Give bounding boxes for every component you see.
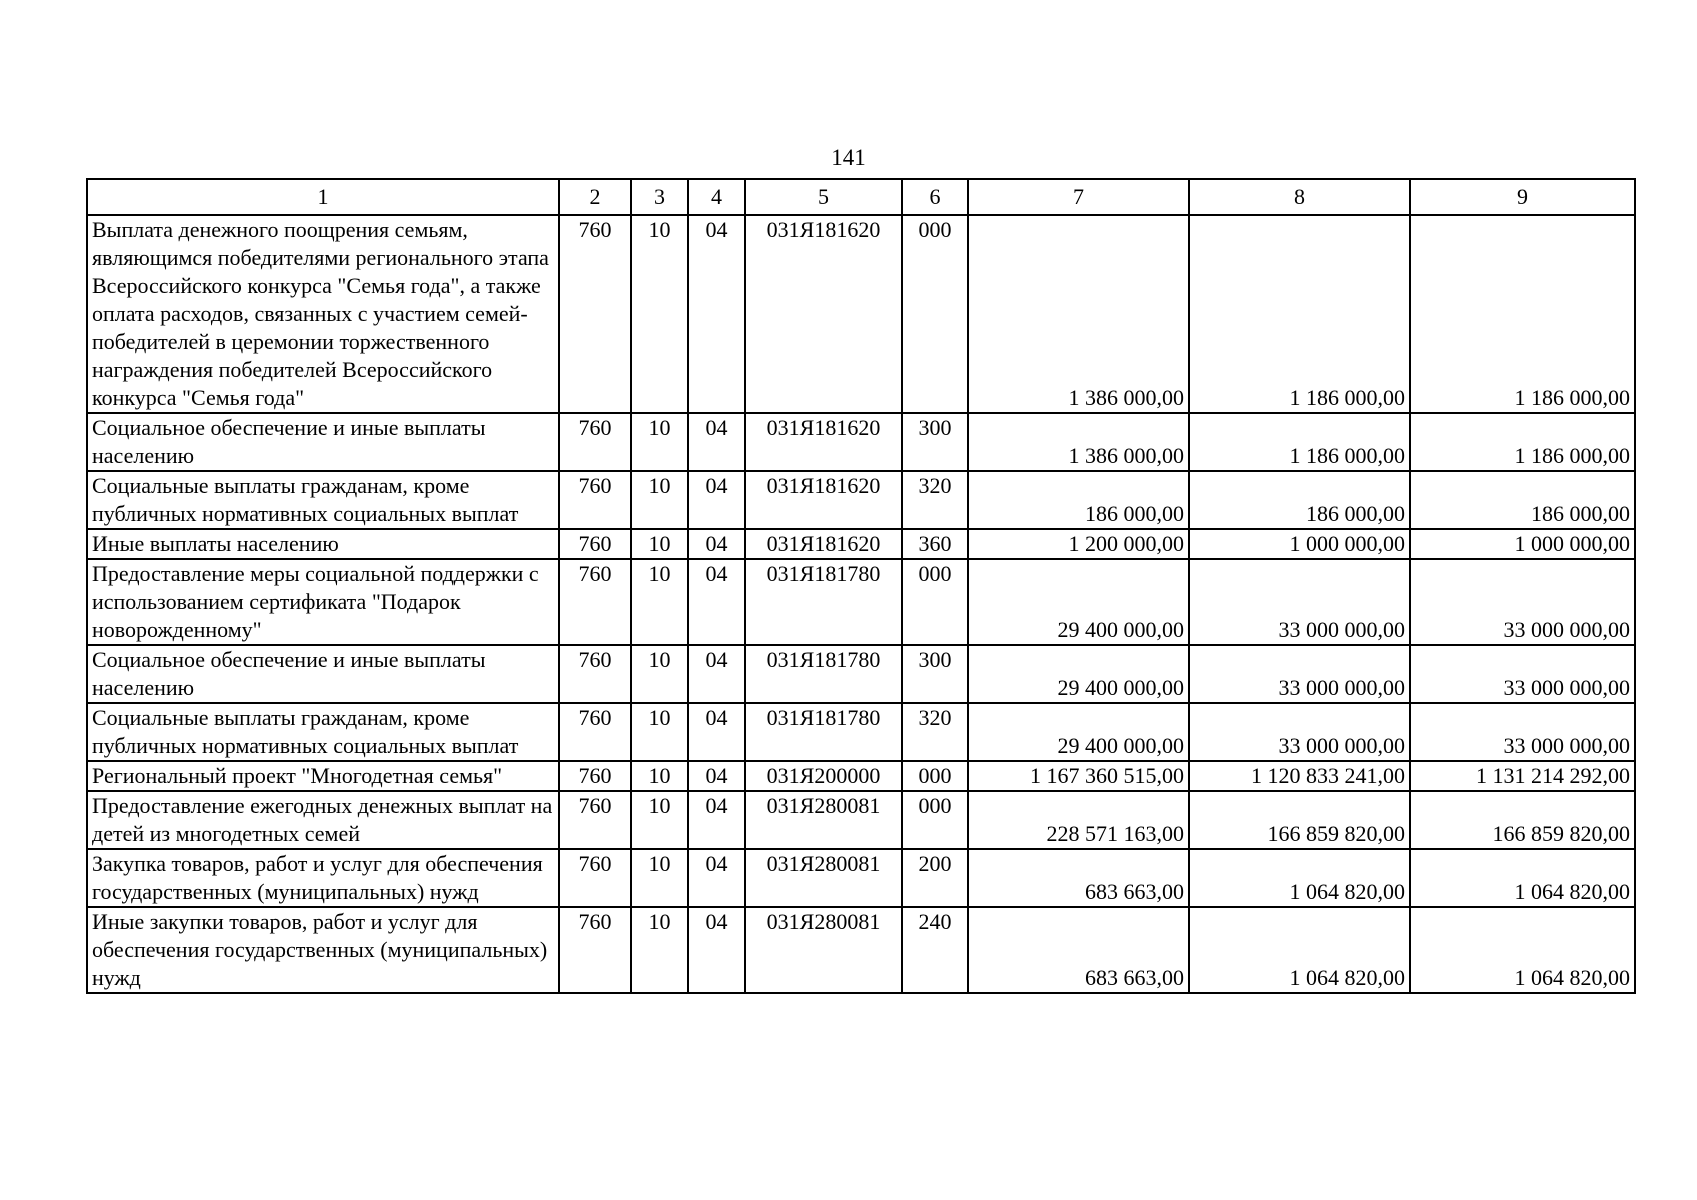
amount-col-7: 186 000,00 <box>968 471 1189 529</box>
amount-col-7: 683 663,00 <box>968 907 1189 993</box>
expense-type-code: 300 <box>902 645 968 703</box>
expense-name: Социальные выплаты гражданам, кроме публичных нормативных социальных выплат <box>87 471 559 529</box>
ministry-code: 760 <box>559 907 631 993</box>
subsection-code: 04 <box>688 559 745 645</box>
amount-col-9: 1 064 820,00 <box>1410 907 1635 993</box>
amount-col-8: 1 120 833 241,00 <box>1189 761 1410 791</box>
amount-col-9: 1 186 000,00 <box>1410 413 1635 471</box>
section-code: 10 <box>631 645 688 703</box>
subsection-code: 04 <box>688 703 745 761</box>
expense-name: Предоставление меры социальной поддержки с использованием сертификата "Подарок новорожденному" <box>87 559 559 645</box>
subsection-code: 04 <box>688 761 745 791</box>
amount-col-8: 33 000 000,00 <box>1189 559 1410 645</box>
subsection-code: 04 <box>688 907 745 993</box>
amount-col-8: 1 064 820,00 <box>1189 849 1410 907</box>
expense-type-code: 000 <box>902 559 968 645</box>
ministry-code: 760 <box>559 849 631 907</box>
expense-name: Региональный проект "Многодетная семья" <box>87 761 559 791</box>
expense-type-code: 320 <box>902 471 968 529</box>
subsection-code: 04 <box>688 849 745 907</box>
ministry-code: 760 <box>559 559 631 645</box>
table-row <box>87 791 1635 849</box>
amount-col-9: 33 000 000,00 <box>1410 559 1635 645</box>
section-code: 10 <box>631 471 688 529</box>
expense-type-code: 360 <box>902 529 968 559</box>
column-number-8: 8 <box>1189 179 1410 215</box>
subsection-code: 04 <box>688 791 745 849</box>
column-number-6: 6 <box>902 179 968 215</box>
amount-col-7: 29 400 000,00 <box>968 645 1189 703</box>
ministry-code: 760 <box>559 645 631 703</box>
expense-type-code: 000 <box>902 215 968 413</box>
amount-col-8: 186 000,00 <box>1189 471 1410 529</box>
expense-name: Иные закупки товаров, работ и услуг для обеспечения государственных (муниципальных) нужд <box>87 907 559 993</box>
column-number-4: 4 <box>688 179 745 215</box>
amount-col-7: 1 386 000,00 <box>968 413 1189 471</box>
target-article-code: 031Я181780 <box>745 559 902 645</box>
section-code: 10 <box>631 703 688 761</box>
expense-type-code: 000 <box>902 791 968 849</box>
section-code: 10 <box>631 413 688 471</box>
expense-name: Социальные выплаты гражданам, кроме публичных нормативных социальных выплат <box>87 703 559 761</box>
target-article-code: 031Я280081 <box>745 849 902 907</box>
amount-col-8: 166 859 820,00 <box>1189 791 1410 849</box>
table-row <box>87 529 1635 559</box>
expense-name: Иные выплаты населению <box>87 529 559 559</box>
table-row <box>87 471 1635 529</box>
ministry-code: 760 <box>559 413 631 471</box>
target-article-code: 031Я200000 <box>745 761 902 791</box>
amount-col-9: 1 131 214 292,00 <box>1410 761 1635 791</box>
target-article-code: 031Я181620 <box>745 471 902 529</box>
page-number: 141 <box>831 145 866 170</box>
amount-col-7: 1 200 000,00 <box>968 529 1189 559</box>
subsection-code: 04 <box>688 529 745 559</box>
column-number-2: 2 <box>559 179 631 215</box>
table-row <box>87 907 1635 993</box>
amount-col-7: 683 663,00 <box>968 849 1189 907</box>
ministry-code: 760 <box>559 761 631 791</box>
amount-col-8: 1 186 000,00 <box>1189 413 1410 471</box>
ministry-code: 760 <box>559 471 631 529</box>
column-number-row <box>87 179 1635 215</box>
column-number-1: 1 <box>87 179 559 215</box>
table-row <box>87 761 1635 791</box>
amount-col-8: 33 000 000,00 <box>1189 645 1410 703</box>
table-row <box>87 849 1635 907</box>
amount-col-9: 1 064 820,00 <box>1410 849 1635 907</box>
amount-col-9: 186 000,00 <box>1410 471 1635 529</box>
subsection-code: 04 <box>688 645 745 703</box>
table-row <box>87 559 1635 645</box>
target-article-code: 031Я181620 <box>745 529 902 559</box>
target-article-code: 031Я181780 <box>745 645 902 703</box>
target-article-code: 031Я181780 <box>745 703 902 761</box>
table-row <box>87 703 1635 761</box>
ministry-code: 760 <box>559 791 631 849</box>
expense-name: Предоставление ежегодных денежных выплат на детей из многодетных семей <box>87 791 559 849</box>
section-code: 10 <box>631 791 688 849</box>
amount-col-7: 29 400 000,00 <box>968 559 1189 645</box>
amount-col-9: 1 186 000,00 <box>1410 215 1635 413</box>
ministry-code: 760 <box>559 529 631 559</box>
section-code: 10 <box>631 559 688 645</box>
column-number-3: 3 <box>631 179 688 215</box>
table-row <box>87 413 1635 471</box>
column-number-7: 7 <box>968 179 1189 215</box>
subsection-code: 04 <box>688 413 745 471</box>
section-code: 10 <box>631 529 688 559</box>
amount-col-7: 228 571 163,00 <box>968 791 1189 849</box>
column-number-5: 5 <box>745 179 902 215</box>
table-row <box>87 645 1635 703</box>
amount-col-8: 1 186 000,00 <box>1189 215 1410 413</box>
expense-type-code: 300 <box>902 413 968 471</box>
expense-type-code: 320 <box>902 703 968 761</box>
budget-table <box>86 178 1636 994</box>
amount-col-9: 33 000 000,00 <box>1410 645 1635 703</box>
ministry-code: 760 <box>559 215 631 413</box>
target-article-code: 031Я181620 <box>745 215 902 413</box>
amount-col-8: 1 064 820,00 <box>1189 907 1410 993</box>
expense-name: Закупка товаров, работ и услуг для обеспечения государственных (муниципальных) нужд <box>87 849 559 907</box>
expense-name: Социальное обеспечение и иные выплаты населению <box>87 645 559 703</box>
section-code: 10 <box>631 761 688 791</box>
expense-type-code: 240 <box>902 907 968 993</box>
amount-col-7: 1 167 360 515,00 <box>968 761 1189 791</box>
ministry-code: 760 <box>559 703 631 761</box>
target-article-code: 031Я280081 <box>745 791 902 849</box>
target-article-code: 031Я181620 <box>745 413 902 471</box>
expense-type-code: 000 <box>902 761 968 791</box>
amount-col-7: 1 386 000,00 <box>968 215 1189 413</box>
column-number-9: 9 <box>1410 179 1635 215</box>
subsection-code: 04 <box>688 215 745 413</box>
target-article-code: 031Я280081 <box>745 907 902 993</box>
amount-col-7: 29 400 000,00 <box>968 703 1189 761</box>
section-code: 10 <box>631 215 688 413</box>
expense-name: Выплата денежного поощрения семьям, являющимся победителями регионального этапа Всероссийского конкурса "Семья года", а также оплата расходов, связанных с участием семей-победителей в церемонии торжественного награждения победителей Всероссийского конкурса "Семья года" <box>87 215 559 413</box>
expense-name: Социальное обеспечение и иные выплаты населению <box>87 413 559 471</box>
amount-col-9: 166 859 820,00 <box>1410 791 1635 849</box>
amount-col-8: 33 000 000,00 <box>1189 703 1410 761</box>
amount-col-8: 1 000 000,00 <box>1189 529 1410 559</box>
amount-col-9: 1 000 000,00 <box>1410 529 1635 559</box>
expense-type-code: 200 <box>902 849 968 907</box>
subsection-code: 04 <box>688 471 745 529</box>
table-row <box>87 215 1635 413</box>
section-code: 10 <box>631 907 688 993</box>
amount-col-9: 33 000 000,00 <box>1410 703 1635 761</box>
section-code: 10 <box>631 849 688 907</box>
